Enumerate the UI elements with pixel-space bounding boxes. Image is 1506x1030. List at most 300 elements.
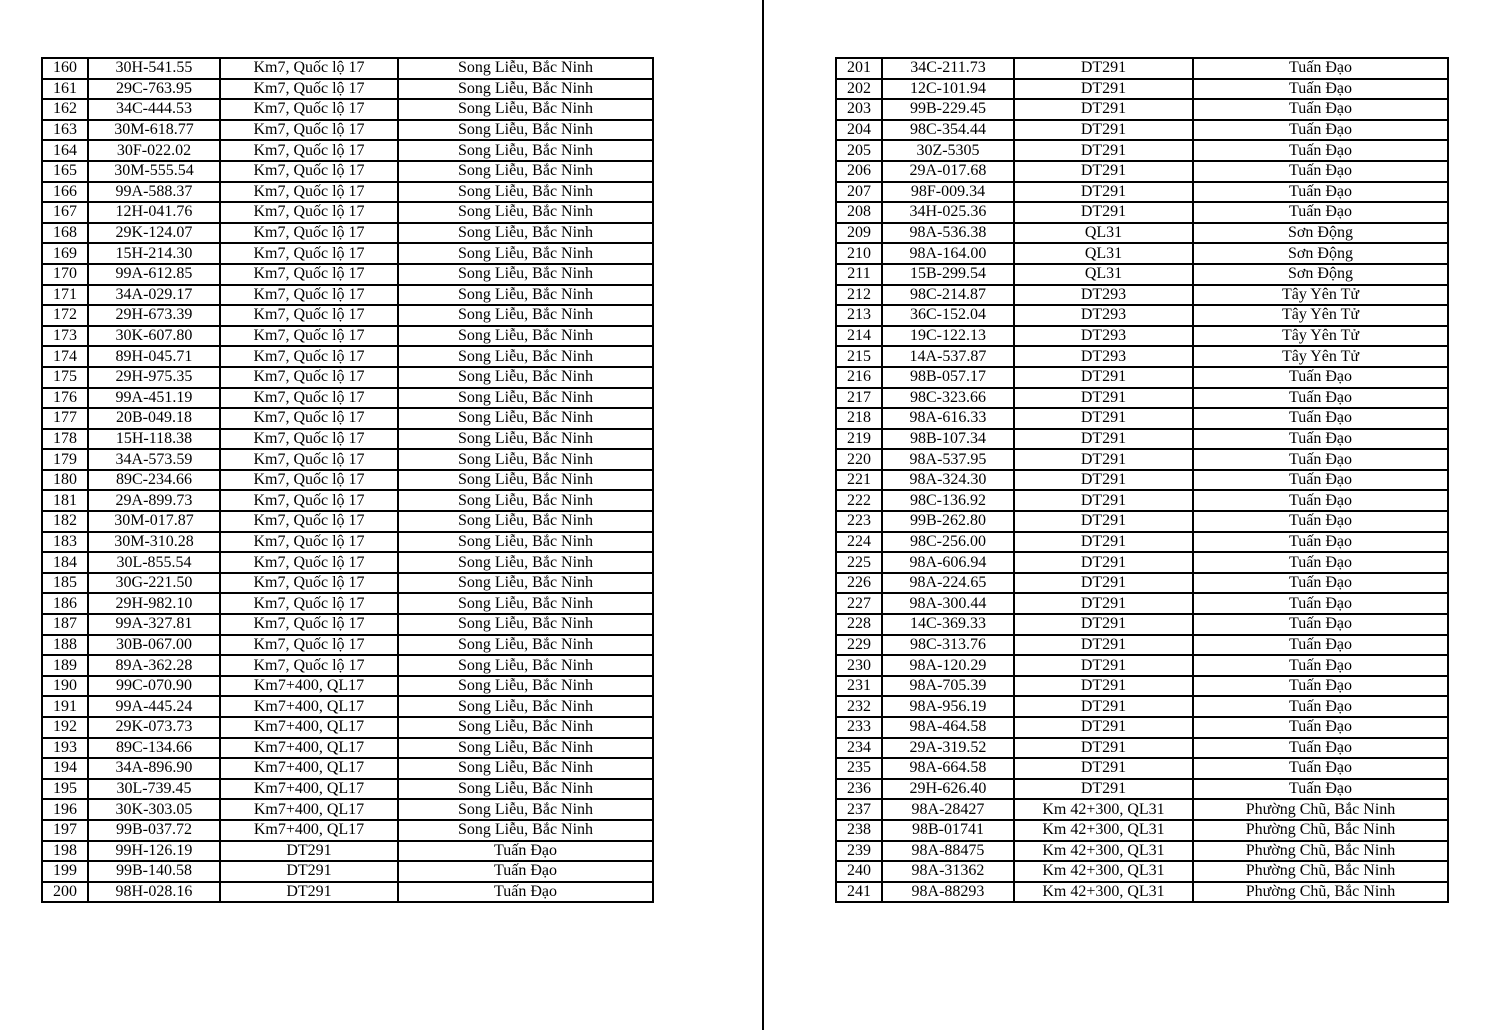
row-number-cell: 169 (42, 243, 88, 264)
location-cell: DT291 (1014, 552, 1193, 573)
location-cell: QL31 (1014, 223, 1193, 244)
location-cell: Km 42+300, QL31 (1014, 841, 1193, 862)
table-row (836, 388, 1448, 409)
table-row (836, 717, 1448, 738)
location-cell: DT293 (1014, 285, 1193, 306)
area-cell: Song Liễu, Bắc Ninh (398, 820, 653, 841)
table-row (42, 470, 653, 491)
row-number-cell: 218 (836, 408, 882, 429)
location-cell: Km 42+300, QL31 (1014, 861, 1193, 882)
plate-number-cell: 98A-664.58 (882, 758, 1014, 779)
area-cell: Song Liễu, Bắc Ninh (398, 717, 653, 738)
area-cell: Song Liễu, Bắc Ninh (398, 140, 653, 161)
row-number-cell: 231 (836, 676, 882, 697)
area-cell: Tuấn Đạo (1193, 99, 1448, 120)
location-cell: DT291 (1014, 779, 1193, 800)
plate-number-cell: 30K-303.05 (88, 799, 220, 820)
plate-number-cell: 14A-537.87 (882, 346, 1014, 367)
plate-number-cell: 34A-029.17 (88, 285, 220, 306)
row-number-cell: 224 (836, 532, 882, 553)
area-cell: Song Liễu, Bắc Ninh (398, 326, 653, 347)
table-row (836, 243, 1448, 264)
row-number-cell: 165 (42, 161, 88, 182)
location-cell: Km7+400, QL17 (220, 696, 398, 717)
row-number-cell: 171 (42, 285, 88, 306)
row-number-cell: 193 (42, 738, 88, 759)
plate-number-cell: 29H-673.39 (88, 305, 220, 326)
row-number-cell: 213 (836, 305, 882, 326)
plate-number-cell: 29A-319.52 (882, 738, 1014, 759)
area-cell: Phường Chũ, Bắc Ninh (1193, 882, 1448, 903)
table-row (42, 99, 653, 120)
area-cell: Tuấn Đạo (1193, 429, 1448, 450)
table-row (836, 655, 1448, 676)
row-number-cell: 225 (836, 552, 882, 573)
location-cell: DT291 (1014, 532, 1193, 553)
row-number-cell: 214 (836, 326, 882, 347)
plate-number-cell: 30Z-5305 (882, 140, 1014, 161)
row-number-cell: 220 (836, 449, 882, 470)
area-cell: Song Liễu, Bắc Ninh (398, 573, 653, 594)
table-row (42, 161, 653, 182)
table-row (42, 182, 653, 203)
area-cell: Song Liễu, Bắc Ninh (398, 161, 653, 182)
area-cell: Tuấn Đạo (1193, 120, 1448, 141)
location-cell: DT291 (1014, 58, 1193, 79)
table-row (42, 614, 653, 635)
row-number-cell: 227 (836, 593, 882, 614)
location-cell: DT293 (1014, 326, 1193, 347)
plate-number-cell: 34H-025.36 (882, 202, 1014, 223)
location-cell: DT291 (220, 841, 398, 862)
area-cell: Song Liễu, Bắc Ninh (398, 758, 653, 779)
row-number-cell: 234 (836, 738, 882, 759)
table-row (836, 408, 1448, 429)
table-row (42, 717, 653, 738)
area-cell: Tuấn Đạo (1193, 449, 1448, 470)
area-cell: Tuấn Đạo (1193, 511, 1448, 532)
table-row (836, 779, 1448, 800)
location-cell: Km7, Quốc lộ 17 (220, 99, 398, 120)
plate-number-cell: 98A-537.95 (882, 449, 1014, 470)
location-cell: Km7, Quốc lộ 17 (220, 285, 398, 306)
table-row (42, 532, 653, 553)
table-row (42, 676, 653, 697)
area-cell: Tuấn Đạo (1193, 552, 1448, 573)
plate-number-cell: 30M-618.77 (88, 120, 220, 141)
row-number-cell: 197 (42, 820, 88, 841)
location-cell: DT291 (1014, 593, 1193, 614)
table-row (836, 449, 1448, 470)
row-number-cell: 173 (42, 326, 88, 347)
area-cell: Phường Chũ, Bắc Ninh (1193, 820, 1448, 841)
plate-number-cell: 98C-256.00 (882, 532, 1014, 553)
row-number-cell: 207 (836, 182, 882, 203)
table-row (42, 841, 653, 862)
area-cell: Phường Chũ, Bắc Ninh (1193, 799, 1448, 820)
area-cell: Tuấn Đạo (1193, 532, 1448, 553)
area-cell: Song Liễu, Bắc Ninh (398, 120, 653, 141)
plate-number-cell: 30H-541.55 (88, 58, 220, 79)
area-cell: Song Liễu, Bắc Ninh (398, 655, 653, 676)
plate-number-cell: 89C-134.66 (88, 738, 220, 759)
plate-number-cell: 98A-164.00 (882, 243, 1014, 264)
area-cell: Song Liễu, Bắc Ninh (398, 614, 653, 635)
area-cell: Song Liễu, Bắc Ninh (398, 799, 653, 820)
plate-number-cell: 15B-299.54 (882, 264, 1014, 285)
location-cell: Km7, Quốc lộ 17 (220, 532, 398, 553)
area-cell: Song Liễu, Bắc Ninh (398, 470, 653, 491)
table-row (42, 861, 653, 882)
plate-number-cell: 98A-705.39 (882, 676, 1014, 697)
plate-number-cell: 98C-354.44 (882, 120, 1014, 141)
location-cell: Km 42+300, QL31 (1014, 882, 1193, 903)
row-number-cell: 204 (836, 120, 882, 141)
row-number-cell: 219 (836, 429, 882, 450)
area-cell: Tuấn Đạo (1193, 388, 1448, 409)
location-cell: Km7+400, QL17 (220, 758, 398, 779)
location-cell: DT291 (1014, 655, 1193, 676)
location-cell: Km7, Quốc lộ 17 (220, 593, 398, 614)
table-row (42, 511, 653, 532)
location-cell: Km 42+300, QL31 (1014, 820, 1193, 841)
plate-number-cell: 15H-118.38 (88, 429, 220, 450)
location-cell: DT291 (1014, 182, 1193, 203)
table-row (836, 676, 1448, 697)
row-number-cell: 164 (42, 140, 88, 161)
area-cell: Song Liễu, Bắc Ninh (398, 635, 653, 656)
row-number-cell: 216 (836, 367, 882, 388)
plate-number-cell: 36C-152.04 (882, 305, 1014, 326)
plate-number-cell: 12H-041.76 (88, 202, 220, 223)
location-cell: DT291 (1014, 614, 1193, 635)
area-cell: Song Liễu, Bắc Ninh (398, 696, 653, 717)
table-row (836, 511, 1448, 532)
table-row (836, 326, 1448, 347)
location-cell: Km7, Quốc lộ 17 (220, 140, 398, 161)
location-cell: Km 42+300, QL31 (1014, 799, 1193, 820)
table-row (836, 182, 1448, 203)
location-cell: Km7, Quốc lộ 17 (220, 408, 398, 429)
location-cell: Km7, Quốc lộ 17 (220, 326, 398, 347)
area-cell: Song Liễu, Bắc Ninh (398, 223, 653, 244)
area-cell: Tuấn Đạo (1193, 593, 1448, 614)
area-cell: Tuấn Đạo (1193, 161, 1448, 182)
plate-number-cell: 98A-536.38 (882, 223, 1014, 244)
table-row (42, 58, 653, 79)
location-cell: DT291 (1014, 449, 1193, 470)
location-cell: DT291 (220, 882, 398, 903)
location-cell: DT291 (1014, 367, 1193, 388)
plate-number-cell: 30B-067.00 (88, 635, 220, 656)
location-cell: Km7, Quốc lộ 17 (220, 182, 398, 203)
table-row (42, 243, 653, 264)
table-row (42, 758, 653, 779)
plate-number-cell: 30L-855.54 (88, 552, 220, 573)
table-row (836, 841, 1448, 862)
location-cell: Km7, Quốc lộ 17 (220, 449, 398, 470)
location-cell: DT291 (1014, 120, 1193, 141)
row-number-cell: 191 (42, 696, 88, 717)
location-cell: Km7+400, QL17 (220, 676, 398, 697)
location-cell: Km7, Quốc lộ 17 (220, 243, 398, 264)
area-cell: Tây Yên Tử (1193, 346, 1448, 367)
table-row (836, 861, 1448, 882)
area-cell: Song Liễu, Bắc Ninh (398, 449, 653, 470)
table-row (42, 779, 653, 800)
table-row (42, 552, 653, 573)
plate-number-cell: 29K-124.07 (88, 223, 220, 244)
location-cell: Km7, Quốc lộ 17 (220, 161, 398, 182)
row-number-cell: 206 (836, 161, 882, 182)
row-number-cell: 226 (836, 573, 882, 594)
table-row (42, 140, 653, 161)
table-row (42, 346, 653, 367)
table-row (836, 573, 1448, 594)
plate-number-cell: 98A-120.29 (882, 655, 1014, 676)
area-cell: Tuấn Đạo (398, 841, 653, 862)
plate-number-cell: 89H-045.71 (88, 346, 220, 367)
plate-number-cell: 99A-445.24 (88, 696, 220, 717)
plate-number-cell: 29H-626.40 (882, 779, 1014, 800)
row-number-cell: 199 (42, 861, 88, 882)
area-cell: Tuấn Đạo (1193, 202, 1448, 223)
row-number-cell: 162 (42, 99, 88, 120)
table-row (42, 882, 653, 903)
plate-number-cell: 98C-313.76 (882, 635, 1014, 656)
area-cell: Song Liễu, Bắc Ninh (398, 511, 653, 532)
plate-number-cell: 98H-028.16 (88, 882, 220, 903)
row-number-cell: 185 (42, 573, 88, 594)
area-cell: Song Liễu, Bắc Ninh (398, 202, 653, 223)
row-number-cell: 203 (836, 99, 882, 120)
table-row (42, 593, 653, 614)
location-cell: DT291 (1014, 429, 1193, 450)
row-number-cell: 167 (42, 202, 88, 223)
plate-number-cell: 99B-037.72 (88, 820, 220, 841)
area-cell: Tây Yên Tử (1193, 305, 1448, 326)
row-number-cell: 198 (42, 841, 88, 862)
plate-number-cell: 89C-234.66 (88, 470, 220, 491)
plate-number-cell: 98A-224.65 (882, 573, 1014, 594)
location-cell: Km7, Quốc lộ 17 (220, 573, 398, 594)
plate-number-cell: 99A-327.81 (88, 614, 220, 635)
plate-number-cell: 98A-300.44 (882, 593, 1014, 614)
location-cell: Km7, Quốc lộ 17 (220, 470, 398, 491)
plate-number-cell: 29H-975.35 (88, 367, 220, 388)
plate-number-cell: 29K-073.73 (88, 717, 220, 738)
table-row (836, 99, 1448, 120)
row-number-cell: 235 (836, 758, 882, 779)
table-row (42, 429, 653, 450)
row-number-cell: 215 (836, 346, 882, 367)
location-cell: Km7, Quốc lộ 17 (220, 58, 398, 79)
plate-number-cell: 98A-88293 (882, 882, 1014, 903)
area-cell: Song Liễu, Bắc Ninh (398, 243, 653, 264)
row-number-cell: 184 (42, 552, 88, 573)
location-cell: DT291 (1014, 635, 1193, 656)
plate-number-cell: 34C-444.53 (88, 99, 220, 120)
table-row (836, 614, 1448, 635)
row-number-cell: 229 (836, 635, 882, 656)
area-cell: Tuấn Đạo (1193, 655, 1448, 676)
location-cell: Km7+400, QL17 (220, 820, 398, 841)
row-number-cell: 161 (42, 79, 88, 100)
location-cell: Km7, Quốc lộ 17 (220, 511, 398, 532)
row-number-cell: 232 (836, 696, 882, 717)
row-number-cell: 160 (42, 58, 88, 79)
location-cell: DT291 (1014, 79, 1193, 100)
area-cell: Tuấn Đạo (1193, 367, 1448, 388)
location-cell: DT291 (1014, 408, 1193, 429)
location-cell: DT291 (1014, 202, 1193, 223)
plate-number-cell: 98A-956.19 (882, 696, 1014, 717)
location-cell: Km7, Quốc lộ 17 (220, 202, 398, 223)
area-cell: Tuấn Đạo (1193, 676, 1448, 697)
plate-number-cell: 30G-221.50 (88, 573, 220, 594)
table-row (42, 799, 653, 820)
row-number-cell: 196 (42, 799, 88, 820)
row-number-cell: 195 (42, 779, 88, 800)
plate-number-cell: 12C-101.94 (882, 79, 1014, 100)
area-cell: Song Liễu, Bắc Ninh (398, 58, 653, 79)
row-number-cell: 170 (42, 264, 88, 285)
plate-number-cell: 30F-022.02 (88, 140, 220, 161)
area-cell: Song Liễu, Bắc Ninh (398, 99, 653, 120)
area-cell: Tuấn Đạo (1193, 614, 1448, 635)
area-cell: Tuấn Đạo (1193, 470, 1448, 491)
plate-number-cell: 99B-262.80 (882, 511, 1014, 532)
table-row (42, 79, 653, 100)
location-cell: Km7, Quốc lộ 17 (220, 120, 398, 141)
table-row (42, 264, 653, 285)
area-cell: Tuấn Đạo (1193, 490, 1448, 511)
table-row (836, 696, 1448, 717)
table-row (836, 470, 1448, 491)
table-row (42, 388, 653, 409)
row-number-cell: 222 (836, 490, 882, 511)
table-row (42, 696, 653, 717)
plate-number-cell: 98A-464.58 (882, 717, 1014, 738)
location-cell: Km7, Quốc lộ 17 (220, 388, 398, 409)
row-number-cell: 239 (836, 841, 882, 862)
plate-number-cell: 29H-982.10 (88, 593, 220, 614)
location-cell: DT291 (1014, 388, 1193, 409)
location-cell: DT291 (1014, 161, 1193, 182)
table-row (42, 408, 653, 429)
table-row (836, 264, 1448, 285)
location-cell: DT293 (1014, 346, 1193, 367)
row-number-cell: 241 (836, 882, 882, 903)
row-number-cell: 172 (42, 305, 88, 326)
row-number-cell: 190 (42, 676, 88, 697)
row-number-cell: 163 (42, 120, 88, 141)
area-cell: Tuấn Đạo (1193, 182, 1448, 203)
area-cell: Sơn Động (1193, 243, 1448, 264)
area-cell: Song Liễu, Bắc Ninh (398, 490, 653, 511)
row-number-cell: 236 (836, 779, 882, 800)
table-row (836, 58, 1448, 79)
left-record-table (41, 57, 654, 903)
area-cell: Song Liễu, Bắc Ninh (398, 552, 653, 573)
area-cell: Song Liễu, Bắc Ninh (398, 79, 653, 100)
row-number-cell: 228 (836, 614, 882, 635)
location-cell: DT291 (1014, 696, 1193, 717)
area-cell: Tuấn Đạo (1193, 58, 1448, 79)
location-cell: Km7, Quốc lộ 17 (220, 79, 398, 100)
area-cell: Tuấn Đạo (1193, 738, 1448, 759)
row-number-cell: 181 (42, 490, 88, 511)
location-cell: Km7, Quốc lộ 17 (220, 490, 398, 511)
row-number-cell: 238 (836, 820, 882, 841)
plate-number-cell: 20B-049.18 (88, 408, 220, 429)
location-cell: Km7, Quốc lộ 17 (220, 367, 398, 388)
right-record-table (835, 57, 1449, 903)
row-number-cell: 233 (836, 717, 882, 738)
plate-number-cell: 29A-899.73 (88, 490, 220, 511)
area-cell: Song Liễu, Bắc Ninh (398, 779, 653, 800)
location-cell: Km7, Quốc lộ 17 (220, 305, 398, 326)
table-row (42, 326, 653, 347)
row-number-cell: 194 (42, 758, 88, 779)
row-number-cell: 217 (836, 388, 882, 409)
location-cell: Km7+400, QL17 (220, 799, 398, 820)
row-number-cell: 202 (836, 79, 882, 100)
plate-number-cell: 29A-017.68 (882, 161, 1014, 182)
table-row (42, 573, 653, 594)
plate-number-cell: 34A-573.59 (88, 449, 220, 470)
plate-number-cell: 15H-214.30 (88, 243, 220, 264)
row-number-cell: 178 (42, 429, 88, 450)
plate-number-cell: 99A-451.19 (88, 388, 220, 409)
row-number-cell: 187 (42, 614, 88, 635)
plate-number-cell: 98A-28427 (882, 799, 1014, 820)
location-cell: DT291 (1014, 140, 1193, 161)
area-cell: Song Liễu, Bắc Ninh (398, 429, 653, 450)
table-row (836, 532, 1448, 553)
area-cell: Song Liễu, Bắc Ninh (398, 285, 653, 306)
location-cell: Km7, Quốc lộ 17 (220, 264, 398, 285)
table-row (42, 202, 653, 223)
location-cell: DT291 (1014, 99, 1193, 120)
table-row (836, 429, 1448, 450)
row-number-cell: 188 (42, 635, 88, 656)
table-row (836, 285, 1448, 306)
location-cell: Km7+400, QL17 (220, 738, 398, 759)
plate-number-cell: 89A-362.28 (88, 655, 220, 676)
row-number-cell: 200 (42, 882, 88, 903)
plate-number-cell: 98A-324.30 (882, 470, 1014, 491)
plate-number-cell: 34A-896.90 (88, 758, 220, 779)
area-cell: Tuấn Đạo (1193, 573, 1448, 594)
table-row (836, 120, 1448, 141)
plate-number-cell: 99A-588.37 (88, 182, 220, 203)
plate-number-cell: 99A-612.85 (88, 264, 220, 285)
plate-number-cell: 98B-107.34 (882, 429, 1014, 450)
location-cell: QL31 (1014, 243, 1193, 264)
row-number-cell: 211 (836, 264, 882, 285)
location-cell: DT291 (1014, 511, 1193, 532)
table-row (42, 223, 653, 244)
table-row (836, 738, 1448, 759)
plate-number-cell: 30M-555.54 (88, 161, 220, 182)
table-row (836, 820, 1448, 841)
row-number-cell: 182 (42, 511, 88, 532)
table-row (836, 799, 1448, 820)
location-cell: Km7, Quốc lộ 17 (220, 614, 398, 635)
area-cell: Tuấn Đạo (1193, 758, 1448, 779)
location-cell: Km7, Quốc lộ 17 (220, 429, 398, 450)
